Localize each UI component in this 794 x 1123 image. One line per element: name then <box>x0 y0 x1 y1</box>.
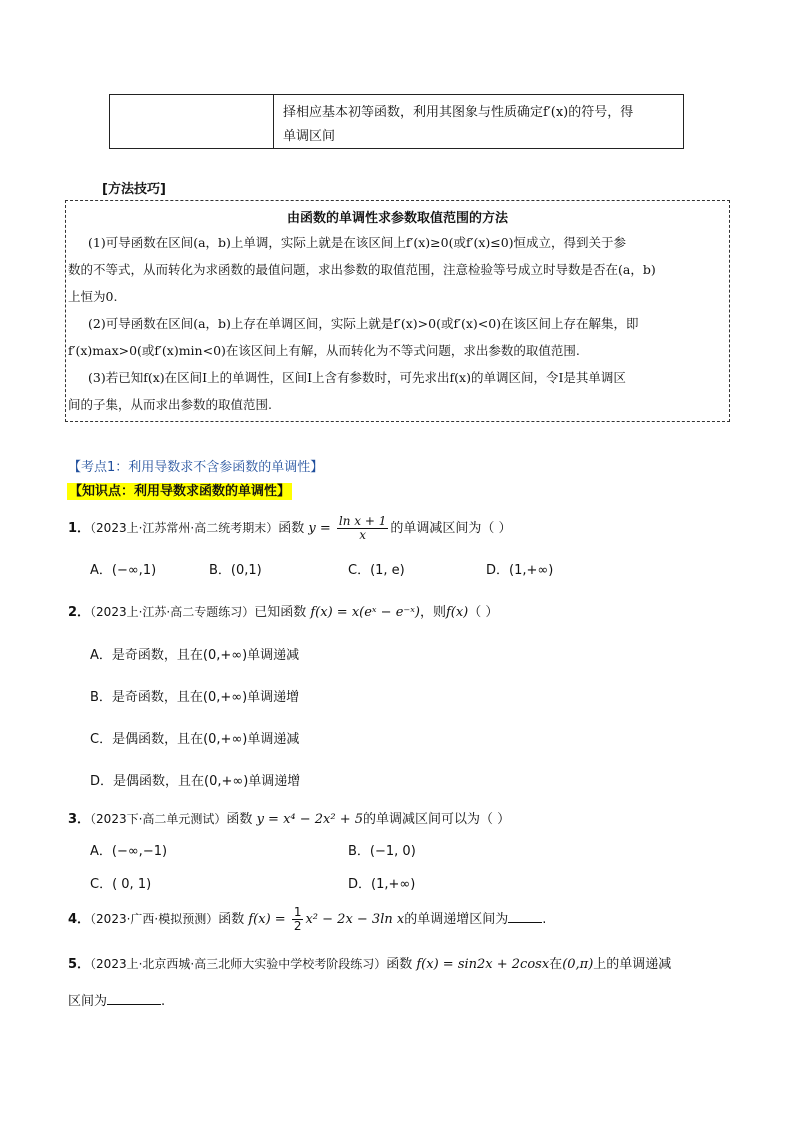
method-p2-line1: (2)可导函数在区间(a，b)上存在单调区间，实际上就是f′(x)>0(或f′(x)<0)在该区间上存在解集，即 <box>88 316 639 331</box>
question-5-line2-text: 区间为 <box>68 994 108 1009</box>
question-4-end: . <box>542 912 547 927</box>
question-4-post: 的单调递增区间为 <box>404 912 509 927</box>
question-3-source: （2023下·高二单元测试） <box>90 812 227 826</box>
question-1-fraction <box>337 515 388 542</box>
question-3-option-a[interactable]: A．(−∞,−1) <box>90 844 168 859</box>
question-1 <box>68 515 512 542</box>
method-table-fragment <box>109 94 684 149</box>
method-p1-line1: (1)可导函数在区间(a，b)上单调，实际上就是在该区间上f′(x)≥0(或f′(x)≤0)恒成立，得到关于参 <box>88 235 627 250</box>
knowledge-point-label: 【知识点：利用导数求函数的单调性】 <box>69 484 291 499</box>
question-5-interval: (0,π) <box>562 957 594 972</box>
question-5-function: f(x) = sin2x + 2cosx <box>416 957 550 972</box>
question-5-line-2 <box>68 990 165 1009</box>
question-3 <box>68 808 510 827</box>
question-1-number: 1． <box>68 521 91 536</box>
question-4-function-rhs: x² − 2x − 3ln x <box>305 912 405 927</box>
question-5-source: （2023上·北京西城·高三北师大实验中学校考阶段练习） <box>90 957 387 971</box>
kaodian-heading: 【考点1：利用导数求不含参函数的单调性】 <box>68 460 324 475</box>
question-1-function-lhs: y = <box>308 521 331 536</box>
question-2-option-c[interactable]: C．是偶函数，且在(0,+∞)单调递减 <box>90 732 300 747</box>
question-2-post: （ ） <box>468 605 499 620</box>
method-p1-line2: 数的不等式，从而转化为求函数的最值问题，求出参数的取值范围，注意检验等号成立时导数是否在(a，b) <box>68 262 656 277</box>
question-1-option-b[interactable]: B．(0,1) <box>209 563 262 578</box>
question-4-fraction <box>292 906 304 933</box>
question-2-pre: 已知函数 <box>254 605 307 620</box>
question-4-answer-blank[interactable] <box>508 922 542 923</box>
table-divider <box>273 95 274 148</box>
method-box-title: 由函数的单调性求参数取值范围的方法 <box>286 211 508 226</box>
method-p3-line2: 间的子集，从而求出参数的取值范围. <box>68 397 272 412</box>
question-1-fraction-denominator: x <box>359 528 367 542</box>
question-3-pre: 函数 <box>226 812 253 827</box>
question-3-option-b[interactable]: B．(−1, 0) <box>348 844 416 859</box>
question-4-source: （2023·广西·模拟预测） <box>90 912 219 926</box>
question-1-pre: 函数 <box>278 521 305 536</box>
question-1-post: 的单调减区间为（ ） <box>390 521 512 536</box>
section-title-method: [方法技巧] <box>102 182 166 197</box>
question-2-function: f(x) = x(eˣ − e⁻ˣ) <box>310 605 420 620</box>
question-1-option-c[interactable]: C．(1, e) <box>348 563 405 578</box>
question-1-option-a[interactable]: A．(−∞,1) <box>90 563 157 578</box>
question-2-function-ref: f(x) <box>445 605 469 620</box>
question-4 <box>68 906 546 933</box>
question-1-fraction-numerator: ln x + 1 <box>338 514 387 528</box>
question-5-answer-blank[interactable] <box>107 1004 161 1005</box>
method-box <box>65 200 730 422</box>
table-text-line-1: 择相应基本初等函数，利用其图象与性质确定f′(x)的符号，得 <box>283 105 634 120</box>
question-4-fraction-numerator: 1 <box>293 905 302 919</box>
question-4-pre: 函数 <box>218 912 245 927</box>
question-3-post: 的单调减区间可以为（ ） <box>363 812 511 827</box>
question-2-option-d[interactable]: D．是偶函数，且在(0,+∞)单调递增 <box>90 774 301 789</box>
question-4-fraction-denominator: 2 <box>293 919 302 933</box>
question-3-option-d[interactable]: D．(1,+∞) <box>348 877 416 892</box>
table-text-line-2: 单调区间 <box>283 129 336 144</box>
question-1-source: （2023上·江苏常州·高二统考期末） <box>90 521 279 535</box>
question-2-source: （2023上·江苏·高二专题练习） <box>90 605 255 619</box>
question-5-number: 5． <box>68 957 91 972</box>
method-p3-line1: (3)若已知f(x)在区间I上的单调性，区间I上含有参数时，可先求出f(x)的单调区间，令I是其单调区 <box>88 370 626 385</box>
question-1-option-d[interactable]: D．(1,+∞) <box>486 563 554 578</box>
question-2 <box>68 601 498 620</box>
question-5 <box>68 953 671 972</box>
question-2-option-a[interactable]: A．是奇函数，且在(0,+∞)单调递减 <box>90 648 300 663</box>
question-5-mid: 在 <box>549 957 563 972</box>
method-p1-line3: 上恒为0. <box>68 289 118 304</box>
question-4-function-lhs: f(x) = <box>248 912 286 927</box>
question-5-pre: 函数 <box>386 957 413 972</box>
question-2-number: 2． <box>68 605 91 620</box>
method-p2-line2: f′(x)max>0(或f′(x)min<0)在该区间上有解，从而转化为不等式问题，求出参数的取值范围. <box>68 343 580 358</box>
question-2-mid: ，则 <box>419 605 446 620</box>
question-2-option-b[interactable]: B．是奇函数，且在(0,+∞)单调递增 <box>90 690 300 705</box>
question-5-end: . <box>161 994 166 1009</box>
question-3-function: y = x⁴ − 2x² + 5 <box>256 812 364 827</box>
question-3-number: 3． <box>68 812 91 827</box>
question-3-option-c[interactable]: C．( 0, 1) <box>90 877 152 892</box>
question-5-post: 上的单调递减 <box>593 957 672 972</box>
question-4-number: 4． <box>68 912 91 927</box>
knowledge-point-banner <box>67 480 292 499</box>
